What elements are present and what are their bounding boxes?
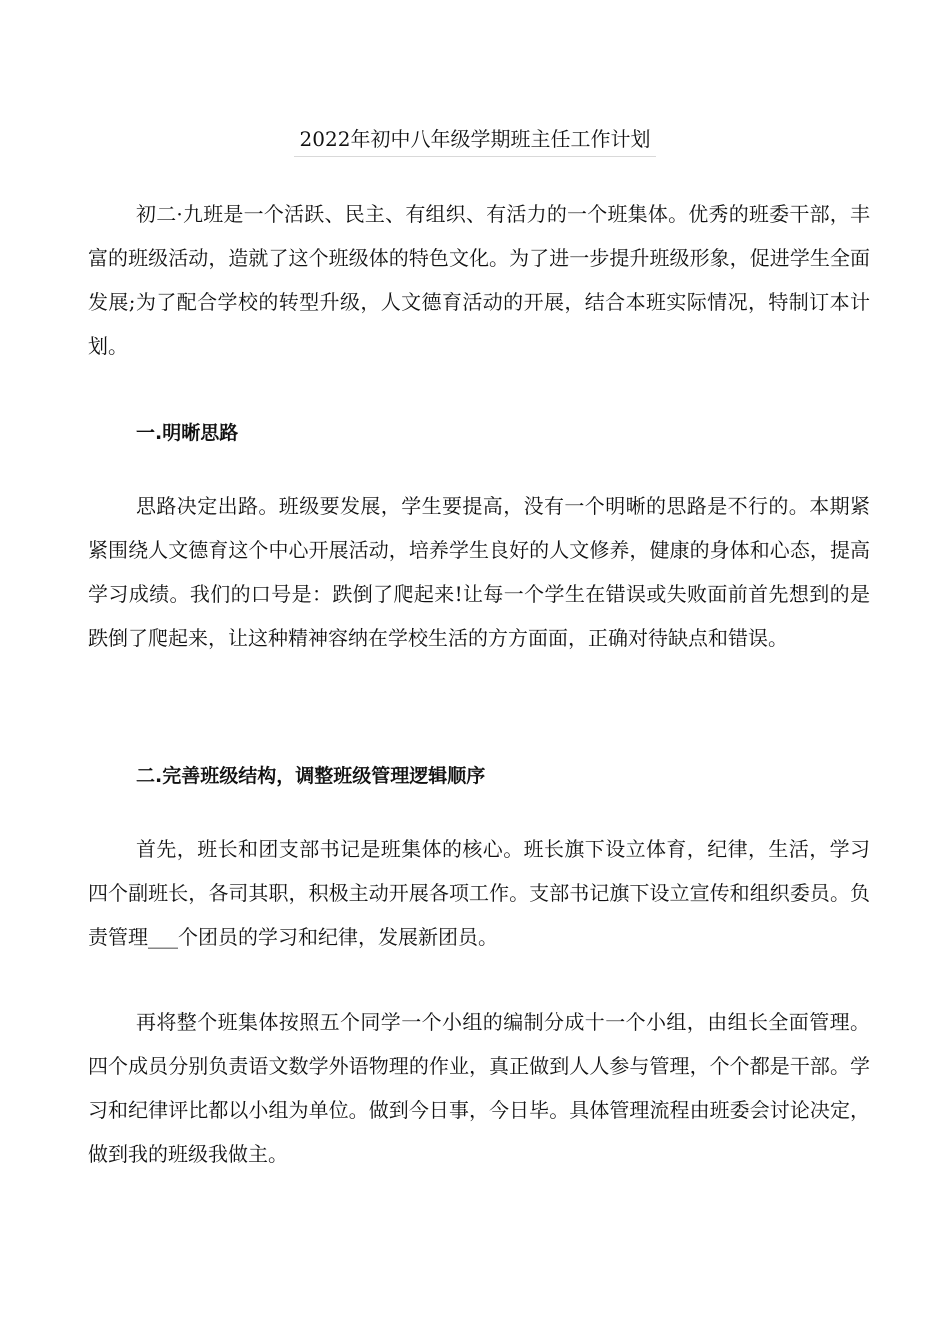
paragraph-thinking: 思路决定出路。班级要发展，学生要提高，没有一个明晰的思路是不行的。本期紧紧围绕人文德育这个中心开展活动，培养学生良好的人文修养，健康的身体和心态，提高学习成绩。我们的口号是：跌倒了爬起来!让每一个学生在错误或失败面前首先想到的是跌倒了爬起来，让这种精神容纳在学校生活的方方面面，正确对待缺点和错误。 <box>88 494 870 650</box>
document-title <box>0 124 950 157</box>
section-heading-1: 一.明晰思路 <box>136 422 239 444</box>
title-text: 2022年初中八年级学期班主任工作计划 <box>294 124 657 157</box>
section-heading-2: 二.完善班级结构，调整班级管理逻辑顺序 <box>136 765 486 787</box>
paragraph-group-management: 再将整个班集体按照五个同学一个小组的编制分成十一个小组，由组长全面管理。四个成员分别负责语文数学外语物理的作业，真正做到人人参与管理，个个都是干部。学习和纪律评比都以小组为单位。做到今日事，今日毕。具体管理流程由班委会讨论决定，做到我的班级我做主。 <box>88 1010 870 1166</box>
paragraph-class-structure: 首先，班长和团支部书记是班集体的核心。班长旗下设立体育，纪律，生活，学习四个副班长，各司其职，积极主动开展各项工作。支部书记旗下设立宣传和组织委员。负责管理___个团员的学习和纪律，发展新团员。 <box>88 837 870 949</box>
paragraph-intro: 初二·九班是一个活跃、民主、有组织、有活力的一个班集体。优秀的班委干部，丰富的班级活动，造就了这个班级体的特色文化。为了进一步提升班级形象，促进学生全面发展;为了配合学校的转型升级，人文德育活动的开展，结合本班实际情况，特制订本计划。 <box>88 202 870 358</box>
